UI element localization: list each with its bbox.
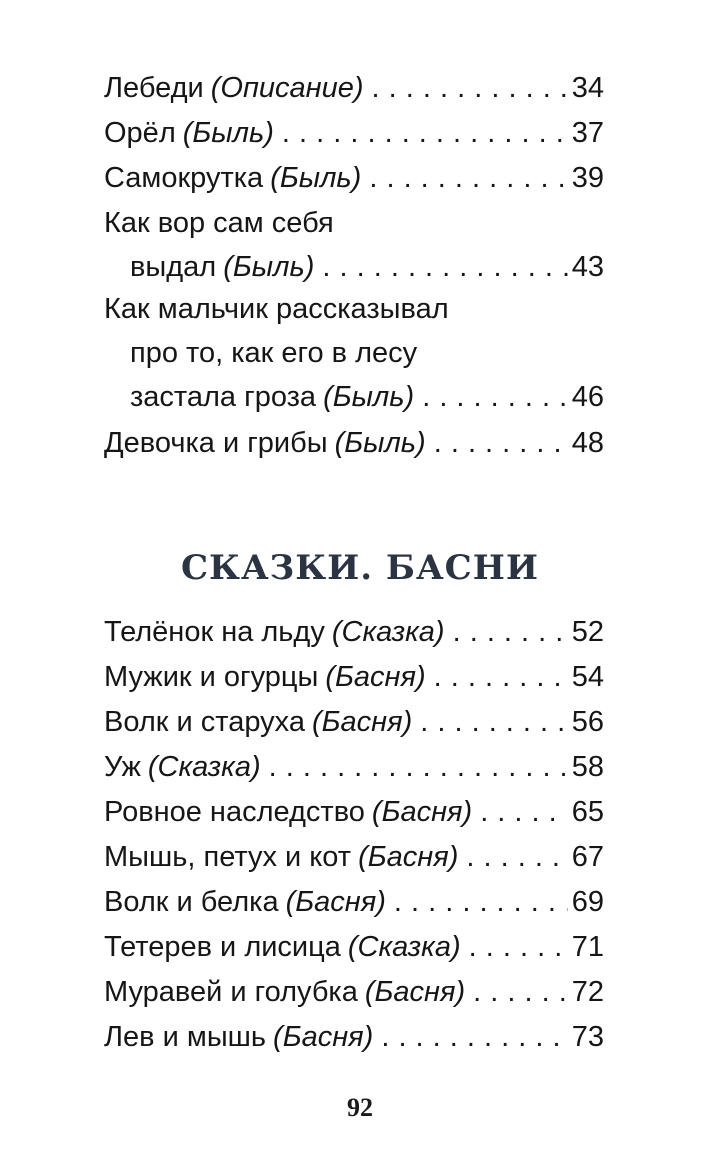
dot-leader <box>469 925 568 969</box>
dot-leader <box>466 835 567 879</box>
entry-title: Муравей и голубка <box>104 976 358 1008</box>
entry-title-continued: выдал <box>130 251 217 283</box>
entry-page-number: 58 <box>571 751 604 783</box>
toc-entry-telenok <box>104 610 604 654</box>
entry-title: Орёл <box>104 117 176 149</box>
entry-genre: (Быль) <box>323 381 415 413</box>
entry-page-number: 69 <box>571 886 604 918</box>
dot-leader <box>322 245 567 289</box>
toc-entry-volk-i-belka <box>104 880 604 924</box>
entry-page-number: 67 <box>571 841 604 873</box>
dot-leader <box>420 700 568 744</box>
dot-leader <box>422 375 568 419</box>
entry-title: Волк и старуха <box>104 706 305 738</box>
entry-page-number: 34 <box>571 72 604 104</box>
entry-genre: (Басня) <box>325 661 426 693</box>
entry-page-number: 48 <box>571 427 604 459</box>
dot-leader <box>434 421 568 465</box>
entry-genre: (Быль) <box>223 251 315 283</box>
toc-entry-volk-i-starukha <box>104 700 604 744</box>
entry-genre: (Быль) <box>270 162 362 194</box>
entry-title: Уж <box>104 751 141 783</box>
toc-entry-mysh-petukh-kot <box>104 835 604 879</box>
toc-entry-kak-malchik <box>104 287 604 419</box>
entry-title: Лебеди <box>104 72 204 104</box>
entry-genre: (Басня) <box>364 976 466 1008</box>
dot-leader <box>473 970 568 1014</box>
dot-leader <box>372 66 568 110</box>
entry-title-continued: про то, как его в лесу <box>130 337 418 369</box>
entry-genre: (Басня) <box>285 886 386 918</box>
toc-entry-uzh <box>104 745 604 789</box>
entry-genre: (Сказка) <box>331 616 445 648</box>
entry-page-number: 71 <box>571 931 604 963</box>
toc-entry-lev-i-mysh <box>104 1015 604 1059</box>
entry-page-number: 46 <box>571 381 604 413</box>
entry-page-number: 54 <box>571 661 604 693</box>
entry-title: Девочка и грибы <box>104 427 328 459</box>
dot-leader <box>453 610 568 654</box>
dot-leader <box>282 111 568 155</box>
dot-leader <box>381 1015 567 1059</box>
entry-page-number: 56 <box>571 706 604 738</box>
toc-entry-orel <box>104 111 604 155</box>
entry-page-number: 72 <box>571 976 604 1008</box>
dot-leader <box>369 156 567 200</box>
entry-title: Как мальчик рассказывал <box>104 293 449 325</box>
toc-entry-teterev <box>104 925 604 969</box>
dot-leader <box>269 745 568 789</box>
dot-leader <box>480 790 568 834</box>
toc-entry-devochka <box>104 421 604 465</box>
entry-genre: (Басня) <box>311 706 413 738</box>
entry-title: Волк и белка <box>104 886 279 918</box>
section-heading: СКАЗКИ. БАСНИ <box>181 548 539 588</box>
entry-genre: (Сказка) <box>147 751 261 783</box>
toc-entry-lebedi <box>104 66 604 110</box>
entry-page-number: 43 <box>571 251 604 283</box>
entry-genre: (Басня) <box>273 1021 374 1053</box>
entry-page-number: 39 <box>571 162 604 194</box>
entry-title: Мышь, петух и кот <box>104 841 352 873</box>
entry-title: Как вор сам себя <box>104 207 334 239</box>
entry-genre: (Описание) <box>210 72 364 104</box>
entry-genre: (Сказка) <box>347 931 461 963</box>
entry-title-continued: застала гроза <box>130 381 317 413</box>
page-number: 92 <box>347 1093 373 1122</box>
entry-title: Лев и мышь <box>104 1021 267 1053</box>
entry-page-number: 73 <box>571 1021 604 1053</box>
toc-entry-rovnoe-nasledstvo <box>104 790 604 834</box>
entry-genre: (Быль) <box>182 117 274 149</box>
entry-genre: (Басня) <box>358 841 459 873</box>
toc-entry-muzhik <box>104 655 604 699</box>
entry-title: Телёнок на льду <box>104 616 325 648</box>
entry-title: Ровное наследство <box>104 796 365 828</box>
entry-title: Самокрутка <box>104 162 264 194</box>
toc-entry-kak-vor <box>104 201 604 289</box>
toc-entry-muravei <box>104 970 604 1014</box>
toc-entry-samokrutka <box>104 156 604 200</box>
entry-page-number: 37 <box>571 117 604 149</box>
entry-genre: (Быль) <box>334 427 426 459</box>
entry-page-number: 52 <box>571 616 604 648</box>
entry-title: Тетерев и лисица <box>104 931 341 963</box>
entry-genre: (Басня) <box>371 796 473 828</box>
dot-leader <box>434 655 568 699</box>
dot-leader <box>394 880 568 924</box>
entry-page-number: 65 <box>571 796 604 828</box>
entry-title: Мужик и огурцы <box>104 661 319 693</box>
